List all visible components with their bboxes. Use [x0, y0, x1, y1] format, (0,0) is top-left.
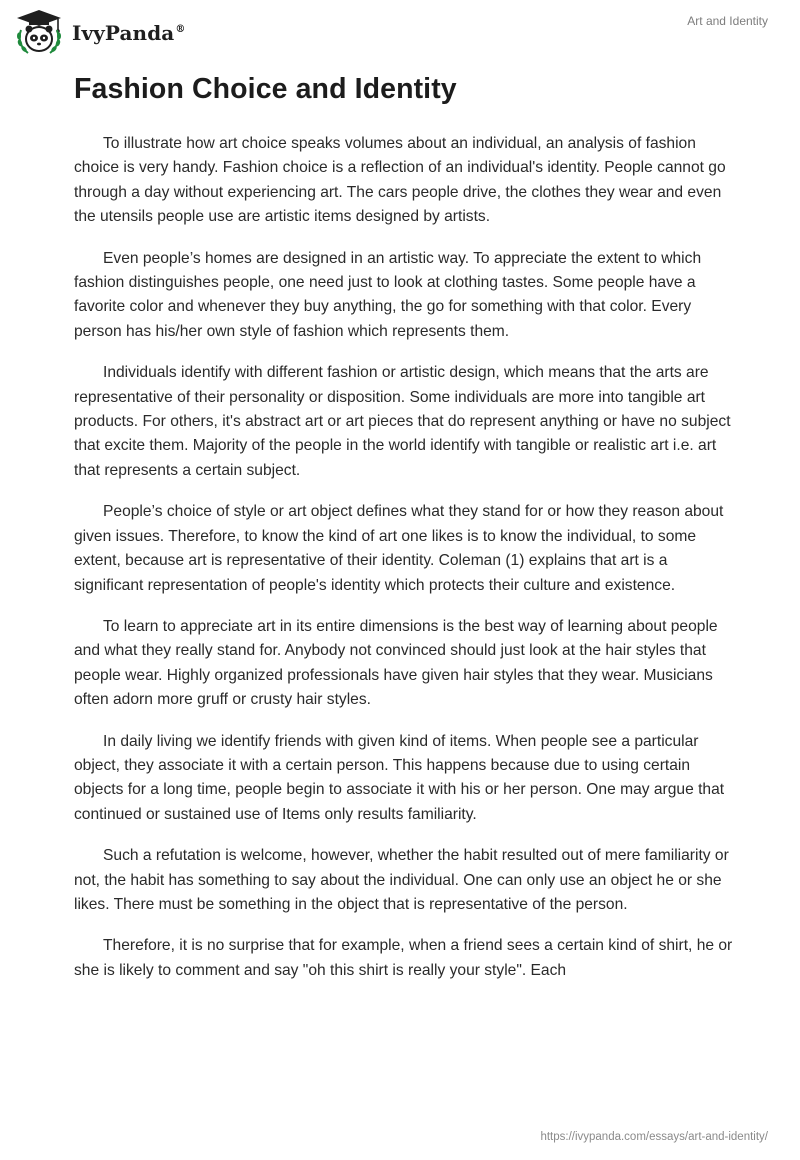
source-url[interactable]: https://ivypanda.com/essays/art-and-identity/ — [540, 1131, 768, 1143]
article-title: Fashion Choice and Identity — [74, 73, 457, 105]
paragraph: Even people’s homes are designed in an artistic way. To appreciate the extent to which fashion distinguishes people, one need just to look at clothing tastes. Some people have a favorite color and whenever they buy anything, the go for something with that color. Every person has his/her own style of fashion which represents them. — [74, 249, 702, 340]
paragraph: Such a refutation is welcome, however, whether the habit resulted out of mere familiarity or not, the habit has something to say about the individual. One can only use an object he or she likes. There must be something in the object that is representative of the person. — [74, 847, 729, 913]
ivypanda-logo[interactable] — [14, 8, 185, 56]
paragraph: Therefore, it is no surprise that for example, when a friend sees a certain kind of shirt, he or she is likely to comment and say "oh this shirt is really your style". Each — [74, 937, 733, 979]
paragraph: Individuals identify with different fashion or artistic design, which means that the arts are representative of their personality or disposition. Some individuals are more into tangible art products. For others, it's abstract art or art pieces that do represent anything or have no subject that excite them. Majority of the people in the world identify with tangible or realistic art i.e. art that represents a certain subject. — [74, 364, 731, 479]
page-header — [0, 0, 800, 70]
paragraph: To learn to appreciate art in its entire dimensions is the best way of learning about people and what they really stand for. Anybody not convinced should just look at the hair styles that people wear. Highly organized professionals have given hair styles that they wear. Musicians often adorn more gruff or crusty hair styles. — [74, 617, 718, 709]
paragraph: People’s choice of style or art object defines what they stand for or how they reason about given issues. Therefore, to know the kind of art one likes is to know the individual, to some extent, because art is representative of their identity. Coleman (1) explains that art is a significant representation of people's identity which protects their culture and existence. — [74, 503, 724, 594]
article-body — [74, 132, 734, 1000]
registered-mark: ® — [175, 24, 186, 36]
running-title: Art and Identity — [687, 14, 768, 28]
paragraph: In daily living we identify friends with given kind of items. When people see a particular object, they associate it with a certain person. This happens because due to using certain objects for a long time, people begin to associate it with his or her person. One may argue that continued or sustained use of Items only results familiarity. — [74, 732, 725, 823]
paragraph: To illustrate how art choice speaks volumes about an individual, an analysis of fashion choice is very handy. Fashion choice is a reflection of an individual's identity. People cannot go through a day without experiencing art. The cars people drive, the clothes they wear and even the utensils people use are artistic items designed by artists. — [74, 135, 726, 226]
brand-name: IvyPanda® — [72, 21, 186, 45]
panda-graduate-icon — [14, 8, 64, 56]
